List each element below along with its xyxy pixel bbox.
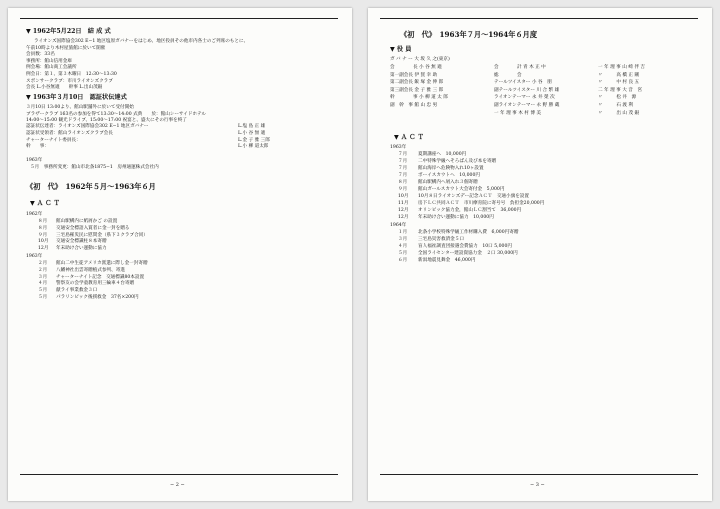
act-item: チャーターナイト記念 交通標識80本設置 [56,274,145,280]
officer-entry: 副テールツイスター 川 合 繁 雄 [494,87,560,93]
official-name: L.小 柳 道太郎 [238,144,269,150]
text-line: 会長 L.小谷無適 幹事 L.出山茂銀 [26,85,103,91]
officer-entry: 第二副会長 飯 塚 金 伸 郎 [390,80,444,86]
act-item: 年末助け合い運動に協力 [56,246,107,252]
act-item: 年末助け合い運動に協力 10,000円 [418,215,494,220]
act-item: 八幡神社出雲寄贈植式参列、寄進 [56,267,125,273]
act-month: ５月 [38,288,48,294]
governor-line: ガ バ ナ ー 大 坂 久 之(東京) [390,57,450,62]
officer-entry: 〃 松 井 源 [598,95,637,101]
officer-entry: 第三副会長 金 子 雅 三 郎 [390,87,444,93]
act-month: ２月 [38,267,48,273]
act-year-1963-left: 1963年 [26,254,43,259]
officers-table [390,65,700,125]
act-month: １月 [398,230,408,235]
act-month: ６月 [398,258,408,263]
act-month: ５月 [38,295,48,300]
act-item: 館山駅構内へ屑入れ３個寄贈 [418,180,478,185]
page-number-right: − 3 − [530,482,545,488]
act-item: 夏期講座へ 10,000円 [418,152,467,157]
office-change-note: ５月 事務所変更：館山市北条1875−1 房州通運株式会社内 [30,165,159,170]
act-item: 二中特殊学級へそろばん及び本を寄贈 [418,159,497,164]
text-line: 例会場：館山商工会議所 [26,65,77,71]
bottom-rule [380,474,698,475]
act-month: ４月 [398,244,408,249]
act-month: ９月 [398,187,408,192]
text-line: ３月10日 13:00より、館山駅舗外に於いて受付開始 [26,105,134,110]
act-month: ８月 [38,219,48,224]
act-item: 全国ライセンター建設資協力金 ２口 30,000円 [418,251,518,256]
officer-entry: 幹 事 小 柳 道 太 郎 [390,95,448,101]
act-month: ７月 [398,159,408,164]
act-item: 三宅島罹災民に慰問金（県下３クラブ合同） [56,232,148,238]
act-month: 12月 [398,208,409,213]
official-role: 認証状伝達者：ライオンズ国際協会302 E−1 地区ガバナー [26,124,149,129]
act-month: ３月 [398,237,408,242]
note-year: 1963年 [26,158,43,163]
text-line: 事務所：館山信用金庫 [26,58,72,64]
act-item: 館山海岸へ危険物入れ10ヶ設置 [418,166,484,171]
official-role: 幹 事： [26,144,49,150]
page-number-left: − 2 − [170,482,185,488]
official-name: L.金 子 雅 三郎 [238,137,270,143]
act-month: ８月 [398,180,408,185]
act-item: ボーイスカウトへ 10,000円 [418,173,480,178]
section-heading-founding: ▼ 1962年5月22日 結 成 式 [26,28,111,35]
section-heading-charter: ▼ 1963年３月10日 認証状伝達式 [26,94,127,101]
text-line: ライオンズ国際協会302 E−1 地区塩原ガバナーをはじめ、地区役員その他市内各士のご列席のもとに、 [34,39,249,44]
text-line: 午前10時より木村屋旅館に於いて開催 [26,45,106,51]
act-month: ２月 [38,261,48,266]
officer-entry: 一 年 理 事 山 崎 伴 吉 [598,65,645,70]
officer-entry: ライオンテーマー 永 井 榮 次 [494,95,555,101]
officer-entry: 二 年 理 事 大 音 宮 [598,87,643,93]
officer-entry: 会 長 小 谷 無 適 [390,65,442,70]
act-month: ７月 [398,173,408,178]
official-role: 認証状受領者：館山ライオンズクラブ会長 [26,130,113,136]
officer-entry: 総 会 [494,72,522,78]
act-year-1963-right: 1963年 [390,145,407,150]
official-name: L.塩 島 正 雄 [238,124,266,129]
act-month: 12月 [398,215,409,220]
official-name: L.小 谷 無 適 [238,130,266,136]
act-year-1962: 1962年 [26,212,43,217]
text-line: 14:00〜15:00 観光ドライブ、15:00〜17:00 祝宴と、盛大にその行事を終了 [26,118,187,124]
officer-entry: 〃 出 山 茂 銀 [598,110,640,116]
top-rule [380,18,698,19]
act-year-1964: 1964年 [390,223,407,228]
act-item: 盲人福祉調査団接遇会費協力 10口 5,000円 [418,244,512,249]
act-month: ７月 [398,166,408,171]
act-item: 三宅島災害救済金５口 [418,237,464,242]
text-line: 例会日：第１、第３木曜日 12:30〜13:30 [26,72,117,77]
officers-heading: ▼ 役 員 [390,46,412,53]
act-item: 館山二中生徒アメリカ派遣に際し金一封寄贈 [56,261,148,266]
officer-entry: 第一副会長 伊 賀 幸 助 [390,72,438,78]
act-item: 館山駅構内に紙屑かご の設置 [56,219,118,224]
officer-entry: 一 年 理 事 木 村 博 美 [494,110,541,116]
officer-entry: 会 計 青 木 正 中 [494,65,546,70]
text-line: スポンサークラブ：市川ライオンズクラブ [26,78,113,84]
bottom-rule [20,474,338,475]
act-month: 10月 [38,239,49,245]
officer-entry: 〃 中 村 良 五 [598,80,640,86]
act-item: 交通安全標語入賞者に金一封を贈る [56,225,130,231]
text-line: ブラザークラブ 163名の参加を得て13:30〜14:00 式典 於：館山シーサイドホテル [26,111,207,117]
act-month: 10月 [398,194,409,199]
act-month: ８月 [38,225,48,231]
era-heading-left: 《初 代》 1962年５月〜1963年６月 [26,182,156,191]
officer-entry: 副ライオンテーマー 永 野 勝 蔵 [494,103,560,108]
act-item: オリンピック協力金，館山ＬＣ割当て 36,000円 [418,208,522,213]
act-month: ３月 [38,274,48,280]
officer-entry: 〃 高 橋 正 剛 [598,72,640,78]
act-month: 11月 [398,201,409,206]
officer-entry: 副 幹 事 館 山 忠 男 [390,103,438,108]
act-item: 房下ＬＣ共同ＡＣＴ 市川療育院に寄号号 負担金20,000円 [418,201,545,206]
text-line: 会員数：33名 [26,52,55,58]
act-heading-left: ▼ Ａ Ｃ Ｔ [30,200,60,207]
era-heading-right: 《初 代》 1963年７月〜1964年６月度 [400,30,538,39]
act-month: ５月 [398,251,408,256]
official-role: チャーターナイト委員長： [26,137,81,143]
act-item: 警察友の会学童教育用三輪車４台寄贈 [56,281,135,287]
officer-entry: テールツイスター 小 谷 朋 [494,80,552,86]
act-item: 10月８日ライオンズデー記念ＡＣＴ 交通小旗を設置 [418,194,529,199]
act-month: ４月 [38,281,48,287]
act-month: ９月 [38,232,48,238]
page-right [368,8,712,501]
top-rule [20,18,338,19]
act-month: ７月 [398,152,408,157]
act-item: 北条小学校特殊学級工作材購入費 6,000円寄贈 [418,230,519,235]
page-left [8,8,352,501]
act-item: 新潟地震見舞金 46,000円 [418,258,476,263]
act-month: 12月 [38,246,49,252]
act-heading-right: ▼ Ａ Ｃ Ｔ [394,134,424,141]
act-item: 交通安全標識柱８本寄贈 [56,239,107,245]
act-item: 献ライ事業救金３口 [56,288,98,294]
act-item: 館山ガールスカウト大会寄付金 5,000円 [418,187,505,192]
act-item: パラリンピック後援救金 37名×200円 [56,295,139,300]
officer-entry: 〃 石 渡 利 [598,103,634,108]
